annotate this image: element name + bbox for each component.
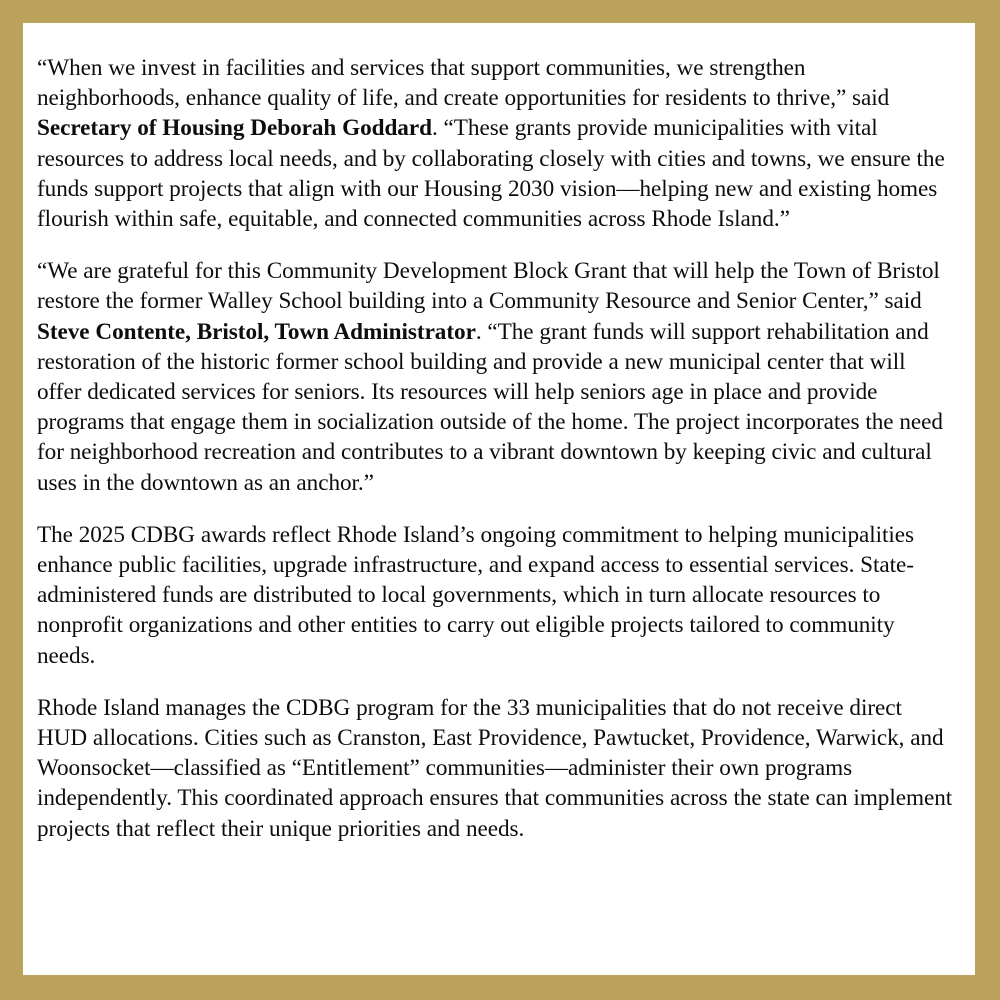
paragraph-quote-contente [37,256,953,498]
text-run: “We are grateful for this Community Development Block Grant that will help the Town of Bristol restore the former Walley School building into a Community Resource and Senior Center,” said [37,258,946,315]
document-page [23,23,975,975]
text-run: . “The grant funds will support rehabilitation and restoration of the historic former school building and provide a new municipal center that will offer dedicated services for seniors. Its resources will help seniors age in place and provide programs that engage them in socialization outside of the home. The project incorporates the need for neighborhood recreation and contributes to a vibrant downtown by keeping civic and cultural uses in the downtown as an anchor.” [37,318,949,496]
article-body [37,53,959,844]
paragraph-cdbg-awards-2025 [37,520,953,671]
paragraph-quote-goddard [37,53,953,234]
emphasis-run: Secretary of Housing Deborah Goddard [37,115,432,142]
text-run: The 2025 CDBG awards reflect Rhode Island’s ongoing commitment to helping municipalities enhance public facilities, upgrade infrastructure, and expand access to essential services. State-administered funds are distributed to local governments, which in turn allocate resources to nonprofit organizations and other entities to carry out eligible projects tailored to community needs. [37,521,920,669]
text-run: Rhode Island manages the CDBG program for the 33 municipalities that do not receive direct HUD allocations. Cities such as Cranston, East Providence, Pawtucket, Providence, Warwick, and Woonsocket—classified as “Entitlement” communities—administer their own programs independently. This coordinated approach ensures that communities across the state can implement projects that reflect their unique priorities and needs. [37,694,959,842]
paragraph-cdbg-program-administration [37,693,959,844]
emphasis-run: Steve Contente, Bristol, Town Administrator [37,318,476,345]
text-run: “When we invest in facilities and services that support communities, we strengthen neighborhoods, enhance quality of life, and create opportunities for residents to thrive,” said [37,55,896,112]
text-run: . “These grants provide municipalities with vital resources to address local needs, and by collaborating closely with cities and towns, we ensure the funds support projects that align with our Housing 2030 vision—helping new and existing homes flourish within safe, equitable, and connected communities across Rhode Island.” [37,115,951,233]
